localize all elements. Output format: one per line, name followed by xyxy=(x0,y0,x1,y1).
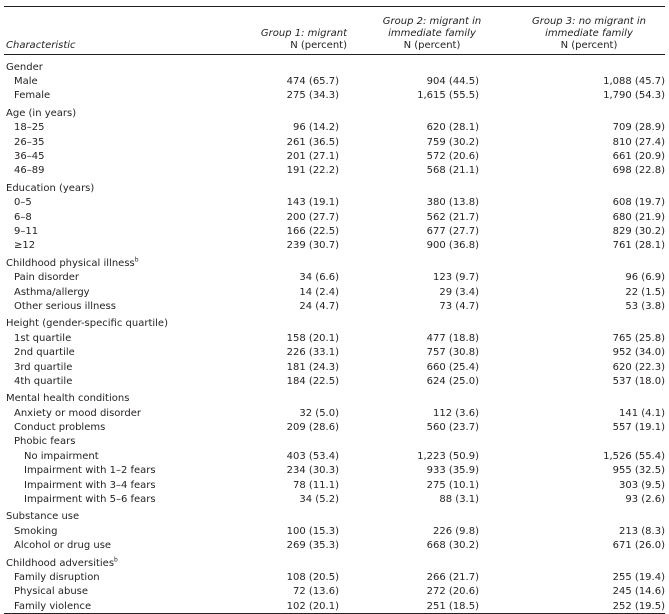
row-label: 26–35 xyxy=(14,136,45,148)
group1-value: 24 (4.7) xyxy=(299,300,339,312)
section-title-text: Education (years) xyxy=(6,182,95,194)
section-header-row xyxy=(4,178,665,195)
group1-value: 239 (30.7) xyxy=(286,240,339,252)
group3-value: 213 (8.3) xyxy=(619,525,665,537)
table-row xyxy=(4,270,665,284)
group1-header xyxy=(219,7,351,55)
group2-value: 272 (20.6) xyxy=(426,586,479,598)
group3-value: 1,526 (55.4) xyxy=(603,450,665,462)
group3-value: 1,088 (45.7) xyxy=(603,76,665,88)
group3-value: 955 (32.5) xyxy=(612,465,665,477)
group1-value: 32 (5.0) xyxy=(299,407,339,419)
group1-value: 209 (28.6) xyxy=(286,422,339,434)
table-row xyxy=(4,374,665,388)
group2-value: 73 (4.7) xyxy=(439,300,479,312)
table-row xyxy=(4,524,665,538)
group1-value: 403 (53.4) xyxy=(286,450,339,462)
group2-value: 624 (25.0) xyxy=(426,375,479,387)
table-row xyxy=(4,196,665,210)
group3-value: 761 (28.1) xyxy=(612,240,665,252)
table-row xyxy=(4,164,665,178)
row-label: 2nd quartile xyxy=(14,347,75,359)
group3-value: 255 (19.4) xyxy=(612,571,665,583)
section-title xyxy=(4,507,665,524)
section-header-row xyxy=(4,507,665,524)
group2-value: 226 (9.8) xyxy=(433,525,479,537)
group2-value: 933 (35.9) xyxy=(426,465,479,477)
group2-value: 562 (21.7) xyxy=(426,211,479,223)
group2-subtitle: N (percent) xyxy=(403,40,461,51)
row-label: Impairment with 3–4 fears xyxy=(24,479,156,491)
section-header-row xyxy=(4,103,665,120)
group2-value: 900 (36.8) xyxy=(426,240,479,252)
row-label: 1st quartile xyxy=(14,332,72,344)
group2-value: 904 (44.5) xyxy=(426,76,479,88)
group2-header xyxy=(351,7,513,55)
section-title xyxy=(4,314,665,331)
group2-value: 560 (23.7) xyxy=(426,422,479,434)
row-label: 6–8 xyxy=(14,211,32,223)
group3-subtitle: N (percent) xyxy=(560,40,618,51)
group3-value: 620 (22.3) xyxy=(612,361,665,373)
row-label: 36–45 xyxy=(14,151,45,163)
row-label: 46–89 xyxy=(14,165,45,177)
row-label: Female xyxy=(14,90,51,102)
group2-value: 759 (30.2) xyxy=(426,136,479,148)
table-row xyxy=(4,420,665,434)
row-label: Anxiety or mood disorder xyxy=(14,407,141,419)
table-body xyxy=(4,55,665,614)
section-title xyxy=(4,55,665,75)
group1-value: 14 (2.4) xyxy=(299,286,339,298)
section-header-row xyxy=(4,314,665,331)
group3-value: 952 (34.0) xyxy=(612,347,665,359)
row-label: ≥12 xyxy=(14,240,36,252)
group3-value: 252 (19.5) xyxy=(612,600,665,612)
table-row xyxy=(4,135,665,149)
table-row xyxy=(4,89,665,103)
table-row xyxy=(4,478,665,492)
footnote-marker: b xyxy=(134,256,139,264)
section-header-row xyxy=(4,389,665,406)
group2-value: 88 (3.1) xyxy=(439,494,479,506)
group3-value: 810 (27.4) xyxy=(612,136,665,148)
group2-value: 266 (21.7) xyxy=(426,571,479,583)
table-row xyxy=(4,570,665,584)
group1-value: 158 (20.1) xyxy=(286,332,339,344)
group1-value: 269 (35.3) xyxy=(286,540,339,552)
table-row xyxy=(4,406,665,420)
row-label: Physical abuse xyxy=(14,586,89,598)
group1-value: 78 (11.1) xyxy=(293,479,339,491)
group1-value: 72 (13.6) xyxy=(293,586,339,598)
group1-value: 102 (20.1) xyxy=(286,600,339,612)
table-row xyxy=(4,285,665,299)
group1-value: 108 (20.5) xyxy=(286,571,339,583)
table-row xyxy=(4,360,665,374)
table-row xyxy=(4,435,665,449)
group1-value: 96 (14.2) xyxy=(293,122,339,134)
table-row xyxy=(4,149,665,163)
group3-value: 303 (9.5) xyxy=(619,479,665,491)
group2-value xyxy=(351,435,513,449)
group3-value: 93 (2.6) xyxy=(625,494,665,506)
group1-value: 34 (6.6) xyxy=(299,272,339,284)
group2-value: 112 (3.6) xyxy=(433,407,479,419)
group1-value: 34 (5.2) xyxy=(299,494,339,506)
table-row xyxy=(4,121,665,135)
row-label: Asthma/allergy xyxy=(14,286,90,298)
group2-title-line1: Group 2: migrant in xyxy=(382,16,482,27)
group1-value: 201 (27.1) xyxy=(286,151,339,163)
table-row xyxy=(4,210,665,224)
section-header-row xyxy=(4,553,665,570)
group2-value: 380 (13.8) xyxy=(426,197,479,209)
group1-value xyxy=(219,435,351,449)
section-title-text: Height (gender-specific quartile) xyxy=(6,318,168,330)
footnote-marker: b xyxy=(114,556,118,564)
group3-value: 537 (18.0) xyxy=(612,375,665,387)
group1-value: 100 (15.3) xyxy=(286,525,339,537)
table-row xyxy=(4,224,665,238)
group2-value: 677 (27.7) xyxy=(426,225,479,237)
row-label: 4th quartile xyxy=(14,375,73,387)
group1-value: 181 (24.3) xyxy=(286,361,339,373)
group3-value: 680 (21.9) xyxy=(612,211,665,223)
table-row xyxy=(4,585,665,599)
table-row xyxy=(4,299,665,313)
group1-title: Group 1: migrant xyxy=(260,28,347,39)
group2-value: 568 (21.1) xyxy=(426,165,479,177)
group3-value xyxy=(513,435,665,449)
characteristics-table xyxy=(4,6,665,614)
row-label: 3rd quartile xyxy=(14,361,73,373)
group2-value: 477 (18.8) xyxy=(426,332,479,344)
section-title-text: Childhood adversities xyxy=(6,557,115,569)
row-label: Impairment with 1–2 fears xyxy=(24,465,156,477)
row-label: Family violence xyxy=(14,600,92,612)
row-label: Family disruption xyxy=(14,571,100,583)
group3-value: 53 (3.8) xyxy=(625,300,665,312)
group2-value: 1,615 (55.5) xyxy=(417,90,479,102)
group1-value: 166 (22.5) xyxy=(286,225,339,237)
group1-value: 226 (33.1) xyxy=(286,347,339,359)
group2-value: 660 (25.4) xyxy=(426,361,479,373)
section-title-text: Mental health conditions xyxy=(6,393,130,405)
table-row xyxy=(4,331,665,345)
group2-value: 757 (30.8) xyxy=(426,347,479,359)
section-title xyxy=(4,178,665,195)
group3-value: 608 (19.7) xyxy=(612,197,665,209)
section-title xyxy=(4,389,665,406)
section-header-row xyxy=(4,253,665,270)
table-row xyxy=(4,345,665,359)
group3-value: 765 (25.8) xyxy=(612,332,665,344)
section-title-text: Childhood physical illness xyxy=(6,257,135,269)
section-title-text: Substance use xyxy=(6,511,80,523)
group1-value: 261 (36.5) xyxy=(286,136,339,148)
row-label: 0–5 xyxy=(14,197,32,209)
group3-value: 671 (26.0) xyxy=(612,540,665,552)
group1-value: 275 (34.3) xyxy=(286,90,339,102)
group1-value: 200 (27.7) xyxy=(286,211,339,223)
row-label: Pain disorder xyxy=(14,272,80,284)
characteristic-header: Characteristic xyxy=(6,40,76,51)
group3-value: 557 (19.1) xyxy=(612,422,665,434)
group3-value: 22 (1.5) xyxy=(625,286,665,298)
row-label: Smoking xyxy=(14,525,58,537)
row-label: Phobic fears xyxy=(14,436,76,448)
row-label: Alcohol or drug use xyxy=(14,540,112,552)
row-label: Other serious illness xyxy=(14,300,116,312)
group3-title-line1: Group 3: no migrant in xyxy=(531,16,647,27)
section-title-text: Age (in years) xyxy=(6,107,77,119)
group3-value: 698 (22.8) xyxy=(612,165,665,177)
group2-title-line2: immediate family xyxy=(388,28,476,39)
section-title xyxy=(4,103,665,120)
table-row xyxy=(4,449,665,463)
group2-value: 668 (30.2) xyxy=(426,540,479,552)
group2-value: 251 (18.5) xyxy=(426,600,479,612)
section-title-text: Gender xyxy=(6,61,43,73)
group2-value: 572 (20.6) xyxy=(426,151,479,163)
group1-subtitle: N (percent) xyxy=(290,40,347,51)
table-row xyxy=(4,464,665,478)
group3-value: 141 (4.1) xyxy=(619,407,665,419)
group1-value: 474 (65.7) xyxy=(286,76,339,88)
group3-header xyxy=(513,7,665,55)
group2-value: 620 (28.1) xyxy=(426,122,479,134)
group3-value: 1,790 (54.3) xyxy=(603,90,665,102)
table-header xyxy=(4,7,665,55)
table-row xyxy=(4,599,665,614)
row-label: Conduct problems xyxy=(14,422,106,434)
group3-value: 709 (28.9) xyxy=(612,122,665,134)
group1-value: 184 (22.5) xyxy=(286,375,339,387)
section-title xyxy=(4,553,665,570)
group2-value: 1,223 (50.9) xyxy=(417,450,479,462)
group3-value: 829 (30.2) xyxy=(612,225,665,237)
group1-value: 191 (22.2) xyxy=(286,165,339,177)
group3-value: 661 (20.9) xyxy=(612,151,665,163)
row-label: Male xyxy=(14,76,38,88)
group2-value: 275 (10.1) xyxy=(426,479,479,491)
group2-value: 123 (9.7) xyxy=(433,272,479,284)
row-label: 9–11 xyxy=(14,225,39,237)
table-row xyxy=(4,539,665,553)
section-title xyxy=(4,253,665,270)
group1-value: 234 (30.3) xyxy=(286,465,339,477)
row-label: Impairment with 5–6 fears xyxy=(24,494,156,506)
table-row xyxy=(4,239,665,253)
table-row xyxy=(4,74,665,88)
section-header-row xyxy=(4,55,665,75)
group3-value: 96 (6.9) xyxy=(625,272,665,284)
row-label: No impairment xyxy=(24,450,99,462)
group3-title-line2: immediate family xyxy=(545,28,633,39)
group3-value: 245 (14.6) xyxy=(612,586,665,598)
group1-value: 143 (19.1) xyxy=(286,197,339,209)
row-label: 18–25 xyxy=(14,122,45,134)
table-row xyxy=(4,492,665,506)
group2-value: 29 (3.4) xyxy=(439,286,479,298)
